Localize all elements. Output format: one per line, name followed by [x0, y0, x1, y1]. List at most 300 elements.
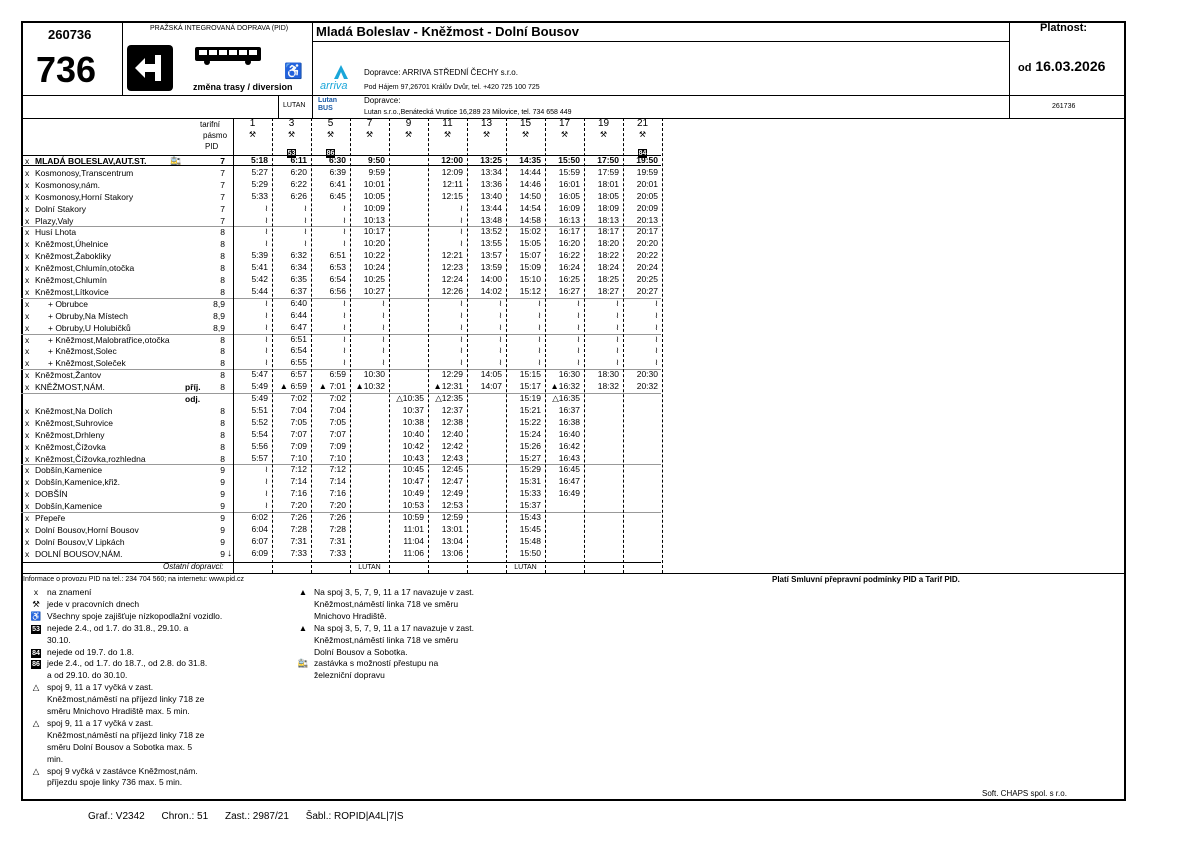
departure-time: ≀ [537, 321, 541, 332]
stop-name: Kněžmost,Čížovka,rozhledna [35, 453, 146, 464]
departure-time: 11:06 [403, 547, 424, 558]
departure-time: 5:27 [251, 166, 268, 177]
request-stop-flag: x [25, 215, 30, 226]
column-divider [389, 118, 390, 573]
departure-time: ≀ [459, 357, 463, 368]
departure-time: 5:44 [251, 285, 268, 296]
tariff-zone: 8 [220, 263, 225, 274]
footer-chron: Chron.: 51 [161, 811, 209, 822]
request-stop-flag: x [25, 286, 30, 297]
departure-time: ≀ [459, 214, 463, 225]
departure-time: 10:20 [363, 238, 385, 249]
legend-text: Kněžmost,náměstí linka 718 ve směru [314, 598, 459, 609]
departure-time: ≀ [537, 309, 541, 320]
label-tarif: tarifní [200, 120, 221, 129]
departure-time: 7:16 [290, 488, 307, 499]
departure-time: 7:31 [329, 535, 346, 546]
departure-time: 19:50 [636, 155, 658, 165]
trip-number: 11 [442, 118, 453, 129]
request-stop-flag: x [25, 203, 30, 214]
departure-time: 15:27 [519, 452, 541, 463]
column-divider [623, 118, 624, 573]
departure-time: ≀ [654, 309, 658, 320]
departure-time: ≀ [537, 333, 541, 344]
departure-time: 6:39 [329, 166, 346, 177]
lutan-logo [318, 97, 337, 113]
note-code: 84 [638, 150, 647, 157]
departure-time: 13:44 [480, 202, 502, 213]
departure-time: 18:27 [597, 285, 619, 296]
workday-icon: ⚒ [326, 130, 335, 139]
departure-time: 17:59 [597, 166, 619, 177]
departure-time: 10:13 [363, 214, 385, 225]
departure-time: 15:33 [519, 488, 541, 499]
departure-time: 20:09 [636, 202, 658, 213]
departure-time: 12:26 [441, 285, 463, 296]
validity-prefix: od [1018, 62, 1032, 74]
departure-time: 18:01 [597, 178, 619, 189]
legend-text: na znamení [47, 587, 92, 597]
departure-time: 7:14 [290, 476, 307, 487]
carrier-lutan: Dopravce: [364, 96, 401, 105]
departure-time: 20:20 [636, 238, 658, 249]
column-divider [311, 118, 312, 573]
departure-time: 12:11 [442, 178, 463, 189]
departure-time: 15:10 [519, 274, 541, 284]
departure-time: ≀ [654, 321, 658, 332]
departure-time: 6:57 [290, 369, 307, 380]
departure-time: 10:30 [363, 369, 385, 380]
departure-time: 10:24 [363, 262, 385, 273]
stop-name: Kněžmost,Lítkovice [35, 286, 109, 297]
column-divider [467, 118, 468, 573]
stop-name: MLADÁ BOLESLAV,AUT.ST. [35, 156, 147, 166]
request-stop-flag: x [25, 501, 30, 512]
legend-symbol-text: 86 [32, 661, 40, 669]
trip-number: 19 [597, 118, 610, 129]
departure-time: 7:09 [290, 440, 307, 451]
departure-time: ≀ [264, 321, 268, 332]
header-divider [312, 41, 1009, 42]
departure-time: 18:09 [597, 202, 619, 213]
stop-name: Kněžmost,Na Dolích [35, 405, 113, 416]
tariff-zone: 8,9 [213, 322, 225, 333]
departure-time: 15:15 [519, 369, 541, 380]
departure-time: ≀ [615, 321, 619, 332]
departure-time: 9:59 [368, 166, 385, 177]
stop-name: Husí Lhota [35, 227, 77, 238]
header-vline [1009, 21, 1010, 118]
departure-time: 7:28 [329, 523, 346, 534]
departure-time: ≀ [459, 238, 463, 249]
tariff-zone: 8 [220, 405, 225, 416]
legend-symbol-text: ♿ [30, 610, 42, 621]
departure-time: 6:20 [290, 166, 307, 177]
arriva-logo-text: arriva [320, 80, 348, 92]
request-stop-flag: x [25, 513, 30, 523]
departure-time: ▲ 7:01 [318, 381, 346, 392]
departure-time: ≀ [342, 297, 346, 308]
tariff-zone: 8 [220, 286, 225, 297]
legend-text: Kněžmost,náměstí linka 718 ve směru [314, 634, 459, 645]
departure-time: ▲ 6:59 [279, 381, 307, 392]
departure-time: 16:22 [558, 250, 580, 261]
departure-time: 14:50 [519, 190, 541, 201]
departure-time: ≀ [459, 202, 463, 213]
request-stop-flag: x [25, 465, 30, 476]
departure-time: 13:55 [480, 238, 502, 249]
trip-number: 17 [558, 118, 571, 129]
departure-time: 16:25 [558, 274, 580, 284]
departure-time: 15:59 [558, 166, 580, 177]
departure-time: 12:42 [441, 440, 463, 451]
departure-time: 20:32 [636, 381, 658, 392]
header-vline [278, 95, 279, 118]
departure-time: 12:43 [441, 452, 463, 463]
departure-time: 20:25 [636, 274, 658, 284]
departure-time: 15:48 [519, 535, 541, 546]
departure-time: 16:49 [558, 488, 580, 499]
departure-time: 16:27 [558, 285, 580, 296]
departure-time: ≀ [615, 297, 619, 308]
departure-time: 7:02 [290, 393, 307, 403]
departure-time: 14:07 [480, 381, 502, 392]
departure-time: 10:43 [402, 452, 424, 463]
request-stop-flag: x [25, 548, 30, 559]
departure-time: ≀ [654, 297, 658, 308]
departure-time: ≀ [498, 345, 502, 356]
other-carrier: LUTAN [358, 564, 381, 571]
departure-time: 5:52 [251, 416, 268, 427]
departure-time: ≀ [303, 238, 307, 249]
departure-time: 18:32 [597, 381, 619, 392]
departure-time: 15:29 [519, 464, 541, 475]
workday-icon: ⚒ [560, 130, 569, 139]
request-stop-flag: x [25, 489, 30, 500]
trip-number: 3 [288, 118, 295, 129]
tariff-zone: 9 [220, 477, 225, 488]
legend-symbol [29, 681, 43, 693]
departure-time: 13:06 [441, 547, 463, 558]
validity-date-value: 16.03.2026 [1035, 58, 1106, 74]
timetable-code: 260736 [48, 27, 92, 42]
stop-name: Dobšín,Kamenice [35, 501, 103, 512]
legend-text: směru Dolní Bousov a Sobotka max. 5 [47, 741, 193, 752]
tariff-zone: 9 [220, 524, 225, 535]
departure-time: 12:21 [441, 250, 463, 261]
workday-icon: ⚒ [287, 130, 296, 139]
departure-time: 20:17 [636, 226, 658, 237]
departure-time: 5:57 [251, 452, 268, 463]
departure-time: 18:20 [597, 238, 619, 249]
row-group-divider [21, 298, 661, 299]
stop-name: + Obruby,U Holubičků [48, 322, 131, 333]
stop-name: KNĚŽMOST,NÁM. [35, 382, 105, 393]
departure-time: 5:49 [251, 393, 268, 403]
departure-time: 16:30 [558, 369, 580, 380]
legend-symbol [29, 765, 43, 777]
departure-time: 14:05 [480, 369, 502, 380]
departure-time: 16:47 [558, 476, 580, 487]
departure-time: ≀ [342, 238, 346, 249]
departure-time: 14:54 [519, 202, 541, 213]
footer-sabl: Šabl.: ROPID|A4L|7|S [305, 811, 404, 822]
departure-time: 10:38 [402, 416, 424, 427]
departure-time: ≀ [615, 345, 619, 356]
row-group-divider [21, 512, 661, 513]
legend-text: Kněžmost,náměstí na příjezd linky 718 ze [47, 729, 205, 740]
stop-name: + Kněžmost,Solec [48, 346, 117, 357]
departure-time: ≀ [264, 202, 268, 213]
departure-time: ≀ [498, 333, 502, 344]
departure-time: 7:02 [329, 393, 346, 403]
request-stop-flag: x [25, 441, 30, 452]
request-stop-flag: x [25, 382, 30, 393]
column-divider [428, 118, 429, 573]
departure-time: 14:35 [519, 155, 541, 165]
departure-time: 6:44 [290, 309, 307, 320]
departure-time: 13:59 [480, 262, 502, 273]
legend-symbol [296, 586, 310, 598]
departure-time: ≀ [498, 297, 502, 308]
legend-symbol-text: ▲ [298, 622, 308, 633]
departure-time: ≀ [576, 345, 580, 356]
column-divider [272, 118, 273, 573]
legend-text: jede v pracovních dnech [47, 598, 140, 609]
departure-time: 20:27 [636, 285, 658, 296]
departure-time: 15:21 [519, 404, 541, 415]
validity-date [1018, 58, 1105, 74]
workday-icon: ⚒ [404, 130, 413, 139]
departure-time: 16:24 [558, 262, 580, 273]
stop-name: Dolní Stakory [35, 203, 87, 214]
departure-time: ≀ [654, 345, 658, 356]
departure-time: 5:33 [251, 190, 268, 201]
legend-symbol [29, 657, 43, 669]
departure-time: ≀ [576, 309, 580, 320]
departure-time: ≀ [264, 357, 268, 368]
stop-name: + Kněžmost,Malobratřice,otočka [48, 334, 170, 345]
departure-time: △12:35 [435, 393, 463, 403]
departure-time: 6:55 [290, 357, 307, 368]
trip-number: 9 [405, 118, 412, 129]
stop-name: DOLNÍ BOUSOV,NÁM. [35, 548, 123, 559]
request-stop-flag: x [25, 179, 30, 190]
stop-name: Kněžmost,Čížovka [35, 441, 106, 452]
departure-time: 10:49 [402, 488, 424, 499]
departure-time: 9:50 [367, 155, 385, 165]
departure-time: ≀ [264, 488, 268, 499]
departure-time: ≀ [537, 345, 541, 356]
tariff-zone: 7 [220, 156, 225, 166]
departure-time: 10:45 [402, 464, 424, 475]
departure-time: 10:59 [402, 512, 424, 522]
departure-time: 14:02 [480, 285, 502, 296]
departure-time: 6:51 [290, 333, 307, 344]
label-pid: PID [205, 142, 219, 151]
legend-symbol-text: △ [32, 682, 40, 693]
departure-time: ≀ [537, 357, 541, 368]
departure-time: 13:34 [480, 166, 502, 177]
departure-time: ≀ [381, 309, 385, 320]
departure-time: 7:09 [329, 440, 346, 451]
departure-time: ≀ [459, 309, 463, 320]
departure-time: 7:26 [290, 512, 307, 522]
departure-time: ≀ [342, 202, 346, 213]
request-stop-flag: x [25, 334, 30, 345]
departure-time: 6:45 [329, 190, 346, 201]
departure-time: 10:25 [363, 274, 385, 284]
legend-symbol [29, 646, 43, 658]
carrier-arriva-address: Pod Hájem 97,26701 Králův Dvůr, tel. +420 725 100 725 [364, 84, 540, 91]
departure-time: 10:17 [363, 226, 385, 237]
note-code: 86 [326, 150, 335, 157]
workday-icon: ⚒ [443, 130, 452, 139]
departure-time: 6:37 [290, 285, 307, 296]
tariff-zone: 8 [220, 453, 225, 464]
request-stop-flag: x [25, 429, 30, 440]
departure-time: ≀ [381, 333, 385, 344]
departure-time: 6:11 [290, 155, 307, 165]
departure-time: 7:33 [329, 547, 346, 558]
departure-time: 13:25 [480, 155, 502, 165]
legend-text: směru Mnichovo Hradiště max. 5 min. [47, 706, 190, 716]
departure-time: 5:47 [251, 369, 268, 380]
departure-time: 6:41 [329, 178, 346, 189]
departure-time: 15:43 [519, 512, 541, 522]
departure-time: 15:26 [519, 440, 541, 451]
row-group-divider [21, 226, 661, 227]
request-stop-flag: x [25, 298, 30, 309]
departure-time: 13:04 [441, 535, 463, 546]
legend-symbol [296, 622, 310, 634]
departure-time: 10:22 [363, 250, 385, 261]
departure-time: 18:24 [597, 262, 619, 273]
tariff-zone: 9 [220, 513, 225, 523]
departure-time: ≀ [654, 333, 658, 344]
carrier-arriva: Dopravce: ARRIVA STŘEDNÍ ČECHY s.r.o. [364, 68, 518, 77]
departure-time: 6:51 [329, 250, 346, 261]
departure-time: ▲10:32 [355, 381, 385, 392]
departure-time: 7:33 [290, 547, 307, 558]
departure-time: ≀ [498, 309, 502, 320]
departure-time: 6:26 [290, 190, 307, 201]
tariff-zone: 7 [220, 191, 225, 202]
workday-icon: ⚒ [521, 130, 530, 139]
departure-time: 12:00 [441, 155, 463, 165]
departure-time: 12:15 [441, 190, 463, 201]
footer-graf: Graf.: V2342 [88, 811, 145, 822]
departure-time: 18:22 [597, 250, 619, 261]
departure-time: 7:05 [329, 416, 346, 427]
departure-time: ≀ [342, 345, 346, 356]
departure-time: 17:50 [597, 155, 619, 165]
departure-time: ≀ [576, 297, 580, 308]
arrival-departure-label: odj. [185, 394, 201, 404]
departure-time: 10:09 [363, 202, 385, 213]
zone-divider [233, 118, 234, 573]
workday-icon: ⚒ [365, 130, 374, 139]
stop-name: + Kněžmost,Soleček [48, 358, 126, 369]
legend-symbol [29, 586, 43, 598]
stop-name: Dobšín,Kamenice,křiž. [35, 477, 121, 488]
departure-time: 10:47 [402, 476, 424, 487]
other-carriers-label: Ostatní dopravci: [163, 562, 224, 571]
tariff-zone: 7 [220, 167, 225, 178]
legend-text: Na spoj 3, 5, 7, 9, 11 a 17 navazuje v zast. [314, 587, 475, 597]
departure-time: 15:50 [519, 547, 541, 558]
legend-text: spoj 9 vyčká v zastávce Kněžmost,nám. [47, 765, 198, 776]
departure-time: ▲16:32 [550, 381, 580, 392]
stop-name: Dobšín,Kamenice [35, 465, 103, 476]
header-vline [122, 21, 123, 95]
footer-zast: Zast.: 2987/21 [224, 811, 289, 822]
departure-time: ≀ [654, 357, 658, 368]
legend-text: 30.10. [47, 634, 71, 645]
request-stop-flag: x [25, 310, 30, 321]
departure-time: 5:29 [251, 178, 268, 189]
tariff-zone: 8 [220, 334, 225, 345]
trip-number: 7 [366, 118, 373, 129]
departure-time: ≀ [342, 226, 346, 237]
departure-time: 18:25 [597, 274, 619, 284]
departure-time: 12:37 [441, 404, 463, 415]
departure-time: 7:04 [290, 404, 307, 415]
departure-time: ≀ [459, 297, 463, 308]
stop-name: + Obruby,Na Místech [48, 310, 128, 321]
departure-time: 12:24 [441, 274, 463, 284]
train-transfer-icon: 🚉 [170, 156, 182, 166]
stop-name: Dolní Bousov,Horní Bousov [35, 524, 139, 535]
departure-time: 15:45 [519, 523, 541, 534]
departure-time: 12:40 [441, 428, 463, 439]
request-stop-flag: x [25, 417, 30, 428]
departure-time: 6:30 [328, 155, 346, 165]
departure-time: ≀ [264, 238, 268, 249]
departure-time: 6:59 [329, 369, 346, 380]
legend-symbol [296, 657, 310, 669]
departure-time: 10:27 [363, 285, 385, 296]
agency-name: PRAŽSKÁ INTEGROVANÁ DOPRAVA (PID) [150, 25, 289, 32]
request-stop-flag: x [25, 370, 30, 381]
departure-time: 12:53 [441, 500, 463, 511]
column-divider [350, 118, 351, 573]
legend-symbol-text: △ [32, 717, 40, 728]
legend-text: nejede od 19.7. do 1.8. [47, 646, 134, 657]
legend-text: Mnichovo Hradiště. [314, 610, 387, 621]
tariff-zone: 9 [220, 465, 225, 476]
departure-time: 16:05 [558, 190, 580, 201]
tariff-zone: 8 [220, 275, 225, 285]
departure-time: ≀ [381, 357, 385, 368]
departure-time: 7:31 [290, 535, 307, 546]
departure-time: ≀ [303, 214, 307, 225]
departure-time: 7:05 [290, 416, 307, 427]
departure-time: 13:57 [480, 250, 502, 261]
departure-time: 16:37 [558, 404, 580, 415]
workday-icon: ⚒ [248, 130, 257, 139]
legend-text: Na spoj 3, 5, 7, 9, 11 a 17 navazuje v zast. [314, 622, 475, 633]
table-bottom [21, 573, 1126, 574]
tariff-zone: 8 [220, 382, 225, 393]
departure-time: ≀ [459, 226, 463, 237]
legend-text: příjezdu spoje linky 736 max. 5 min. [47, 777, 183, 788]
tariff-zone: 8 [220, 227, 225, 238]
departure-time: 15:50 [558, 155, 580, 165]
departure-time: 15:17 [519, 381, 541, 392]
departure-time: ≀ [264, 476, 268, 487]
stop-name: Kněžmost,Úhelnice [35, 239, 109, 250]
